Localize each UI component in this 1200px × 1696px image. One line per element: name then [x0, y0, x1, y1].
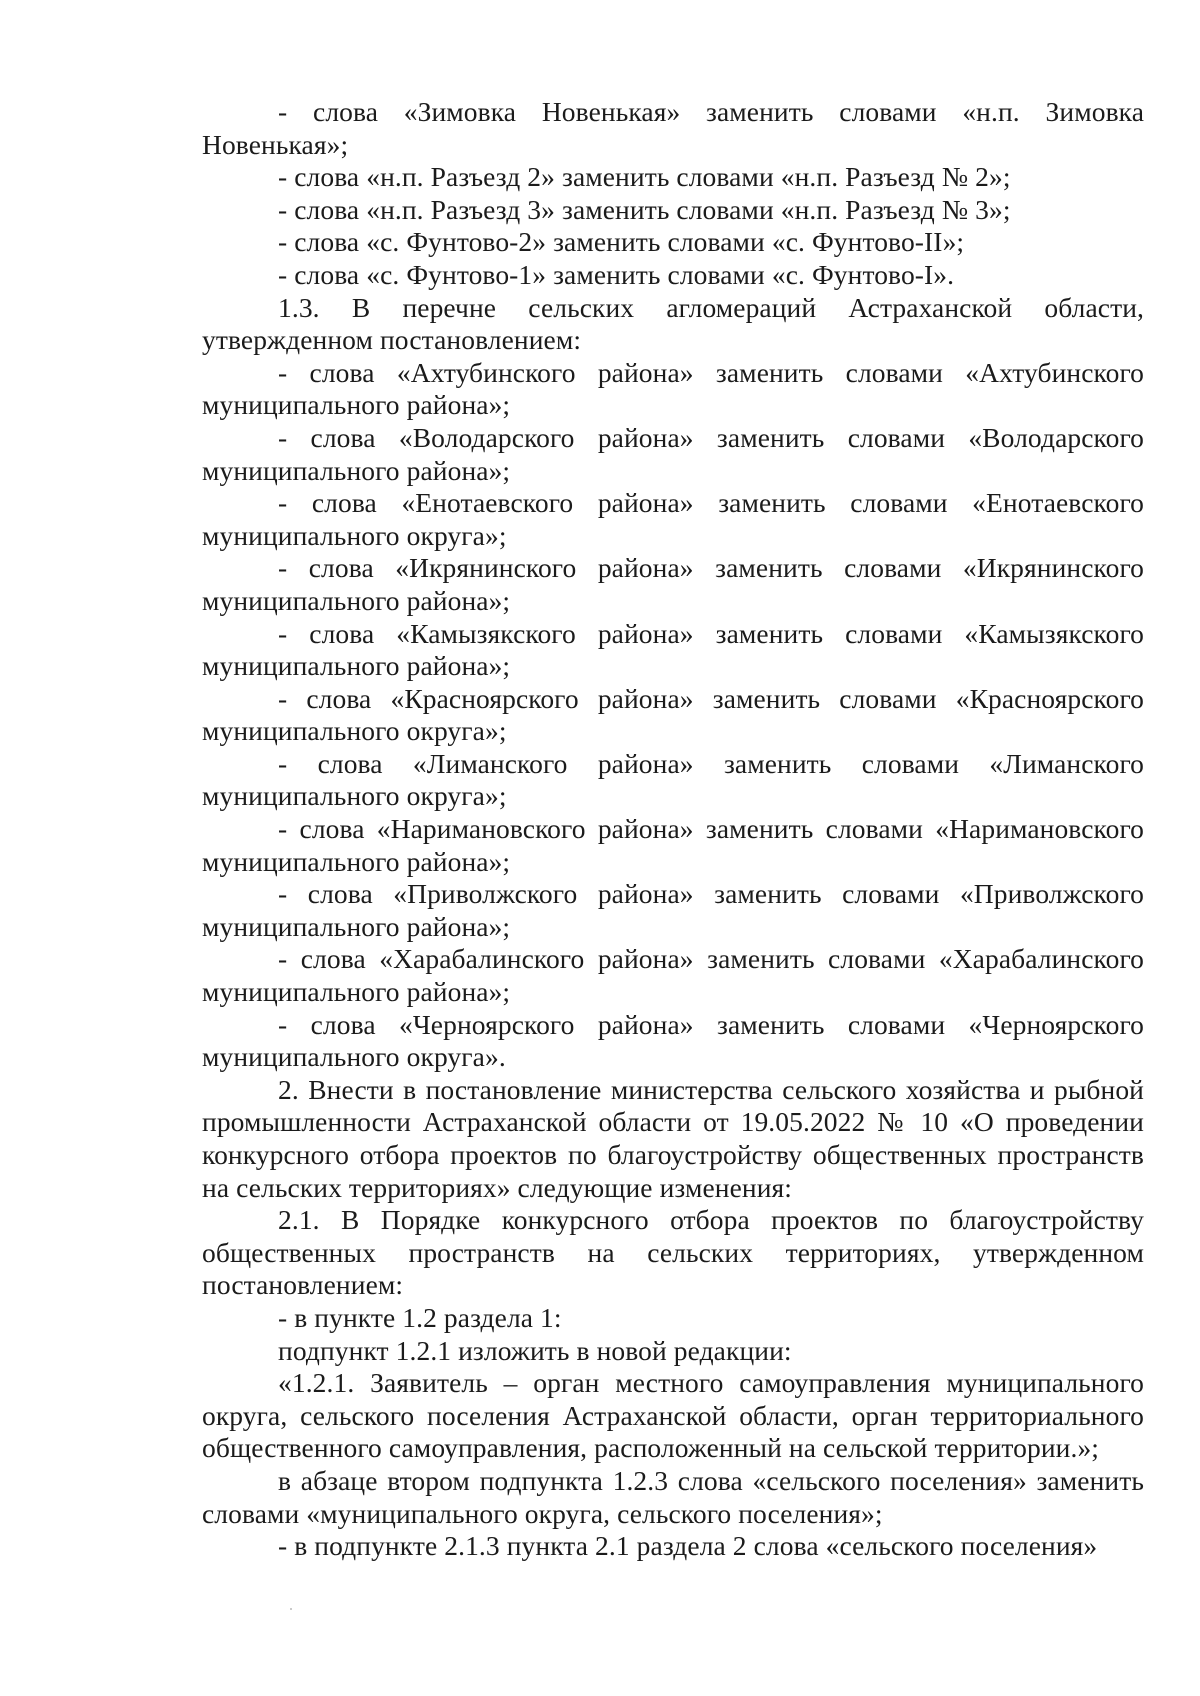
paragraph-17: - слова «Черноярского района» заменить словами «Черноярского муниципального округа».	[202, 1008, 1144, 1073]
paragraph-20: - в пункте 1.2 раздела 1:	[278, 1301, 562, 1333]
paragraph-23: в абзаце втором подпункта 1.2.3 слова «сельского поселения» заменить словами «муниципального округа, сельского поселения»;	[202, 1464, 1144, 1529]
paragraph-6: 1.3. В перечне сельских агломераций Астраханской области, утвержденном постановлением:	[202, 291, 1144, 356]
paragraph-16: - слова «Харабалинского района» заменить словами «Харабалинского муниципального района»;	[202, 943, 1144, 1008]
paragraph-4: - слова «с. Фунтово-2» заменить словами «с. Фунтово-II»;	[278, 226, 965, 258]
paragraph-9: - слова «Енотаевского района» заменить словами «Енотаевского муниципального округа»;	[202, 487, 1144, 551]
scan-speck	[290, 1608, 292, 1610]
paragraph-12: - слова «Красноярского района» заменить словами «Красноярского муниципального округа»;	[202, 682, 1144, 747]
paragraph-18: 2. Внести в постановление министерства сельского хозяйства и рыбной промышленности Астраханской области от 19.05.2022 № 10 «О проведении конкурсного отбора проектов по благоустройству общественных пространств на сельских территориях» следующие изменения:	[202, 1073, 1144, 1203]
paragraph-15: - слова «Приволжского района» заменить словами «Приволжского муниципального района»;	[202, 878, 1144, 942]
paragraph-11: - слова «Камызякского района» заменить словами «Камызякского муниципального района»;	[202, 617, 1144, 682]
paragraph-13: - слова «Лиманского района» заменить словами «Лиманского муниципального округа»;	[202, 747, 1144, 812]
paragraph-24: - в подпункте 2.1.3 пункта 2.1 раздела 2 слова «сельского поселения»	[278, 1530, 1098, 1562]
paragraph-8: - слова «Володарского района» заменить словами «Володарского муниципального района»;	[202, 421, 1144, 486]
paragraph-21: подпункт 1.2.1 изложить в новой редакции:	[278, 1334, 792, 1366]
paragraph-3: - слова «н.п. Разъезд 3» заменить словами «н.п. Разъезд № 3»;	[278, 193, 1011, 225]
document-body	[202, 96, 1144, 1563]
paragraph-1: - слова «Зимовка Новенькая» заменить словами «н.п. Зимовка Новенькая»;	[202, 96, 1144, 160]
paragraph-22: «1.2.1. Заявитель – орган местного самоуправления муниципального округа, сельского поселения Астраханской области, орган территориального общественного самоуправления, расположенный на сельской территории.»;	[202, 1367, 1144, 1464]
paragraph-2: - слова «н.п. Разъезд 2» заменить словами «н.п. Разъезд № 2»;	[278, 161, 1011, 193]
paragraph-10: - слова «Икрянинского района» заменить словами «Икрянинского муниципального района»;	[202, 552, 1144, 616]
paragraph-14: - слова «Наримановского района» заменить словами «Наримановского муниципального района»;	[202, 813, 1144, 877]
paragraph-7: - слова «Ахтубинского района» заменить словами «Ахтубинского муниципального района»;	[202, 356, 1144, 421]
paragraph-19: 2.1. В Порядке конкурсного отбора проектов по благоустройству общественных пространств на сельских территориях, утвержденном постановлением:	[202, 1204, 1144, 1301]
paragraph-5: - слова «с. Фунтово-1» заменить словами «с. Фунтово-I».	[278, 258, 955, 290]
